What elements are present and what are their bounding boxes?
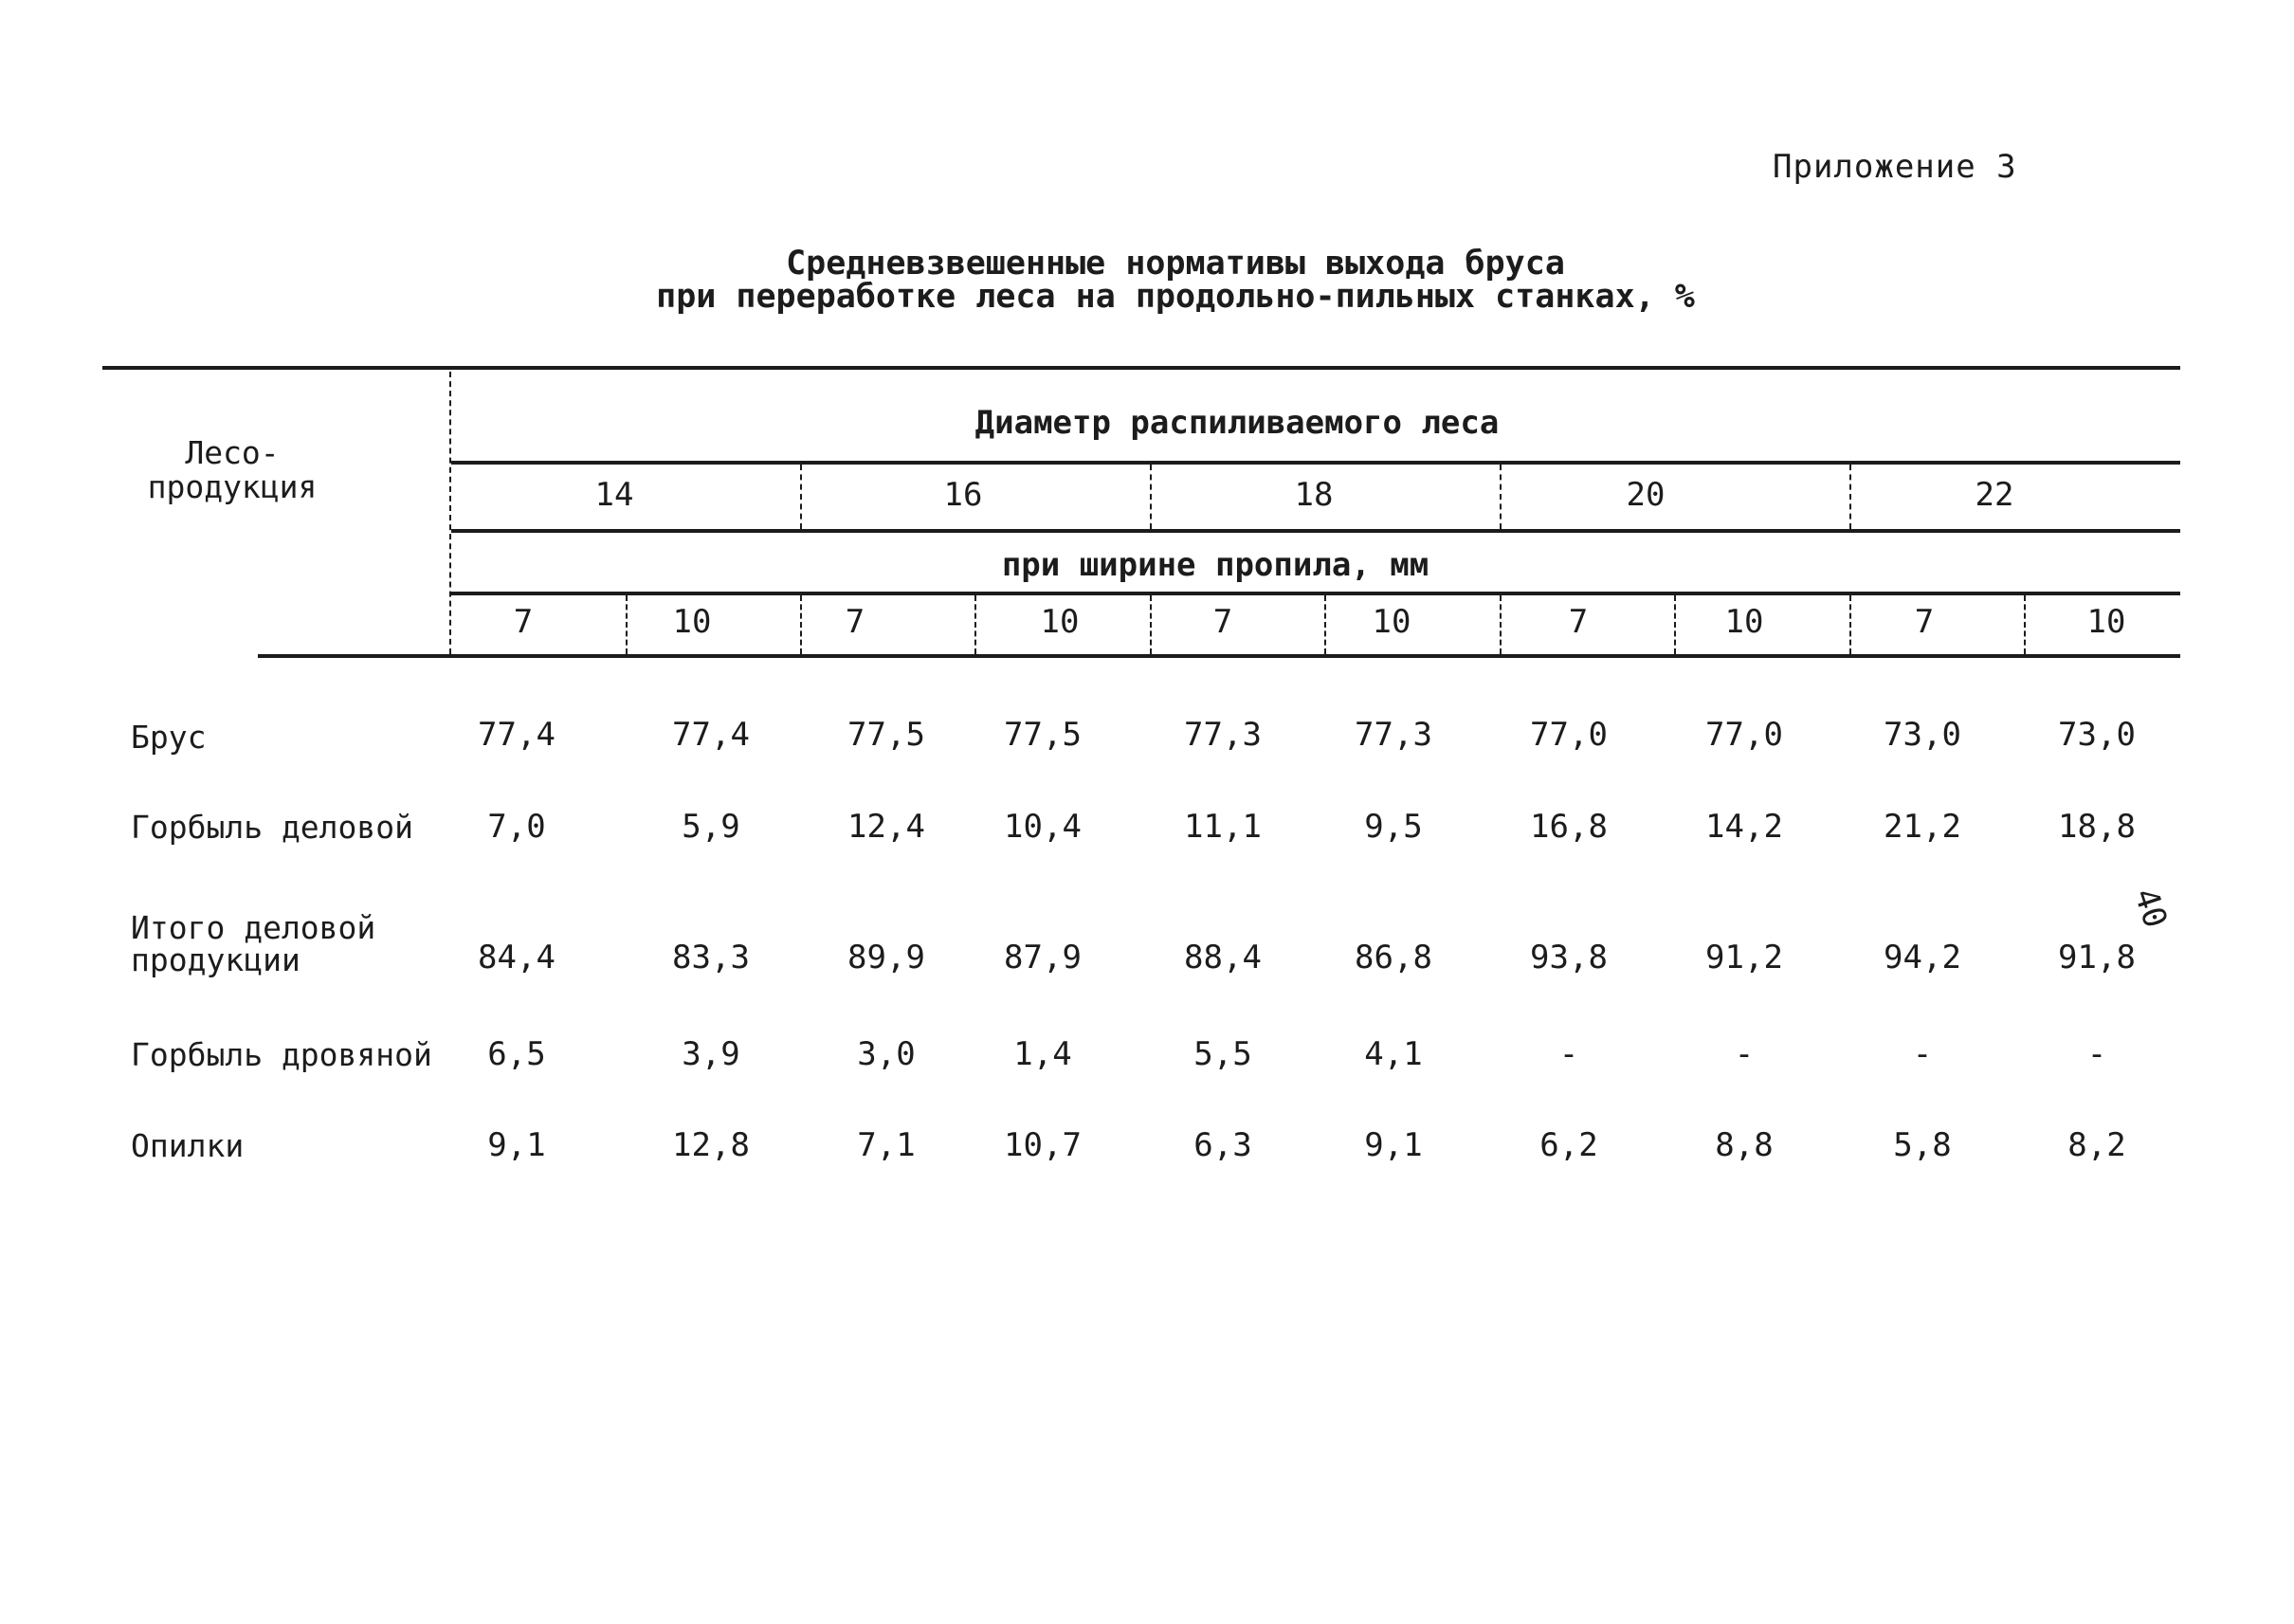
- row-label-itogo-line-1: Итого деловой: [131, 909, 376, 946]
- table-cell: 77,0: [1530, 716, 1608, 754]
- table-cell: 93,8: [1530, 939, 1608, 976]
- diameter-divider: [1849, 465, 1851, 529]
- kerf-divider: [1500, 595, 1502, 654]
- table-cell: 7,0: [487, 808, 546, 846]
- kerf-divider: [800, 595, 802, 654]
- diameter-header: Диаметр распиливаемого леса: [974, 404, 1500, 442]
- row-label-itogo-line-2: продукции: [131, 941, 300, 978]
- table-top-rule: [102, 366, 2180, 370]
- kerf-divider: [1324, 595, 1326, 654]
- table-cell: 5,5: [1193, 1035, 1252, 1073]
- appendix-label: Приложение 3: [1773, 148, 2017, 186]
- table-cell: 7,1: [857, 1126, 916, 1164]
- kerf-value: 7: [1914, 603, 1935, 641]
- kerf-value: 10: [672, 603, 712, 641]
- diameter-header-rule: [451, 461, 2180, 465]
- table-cell: 84,4: [478, 939, 555, 976]
- row-label-itogo: [131, 909, 376, 978]
- page-number: 40: [2126, 884, 2175, 933]
- kerf-divider: [1674, 595, 1676, 654]
- table-cell: 1,4: [1013, 1035, 1072, 1073]
- table-cell: 87,9: [1004, 939, 1082, 976]
- table-cell: -: [2086, 1035, 2107, 1073]
- row-label-opilki: Опилки: [131, 1127, 245, 1164]
- kerf-value: 7: [513, 603, 534, 641]
- row-label-gorbyl-drovyanoy: Горбыль дровяной: [131, 1036, 432, 1073]
- title-line-2: при переработке леса на продольно-пильных станках, %: [656, 278, 1695, 316]
- table-cell: 9,5: [1364, 808, 1423, 846]
- table-cell: 89,9: [847, 939, 925, 976]
- corner-divider: [449, 372, 451, 654]
- kerf-value: 7: [845, 603, 865, 641]
- table-cell: 77,5: [847, 716, 925, 754]
- kerf-header: при ширине пропила, мм: [1001, 546, 1429, 584]
- diameter-values-rule: [451, 529, 2180, 533]
- table-cell: 11,1: [1184, 808, 1262, 846]
- table-cell: -: [1558, 1035, 1579, 1073]
- diameter-value: 18: [1294, 476, 1334, 514]
- table-cell: 77,5: [1004, 716, 1082, 754]
- kerf-value: 10: [1372, 603, 1411, 641]
- kerf-value: 7: [1212, 603, 1233, 641]
- table-cell: 91,8: [2058, 939, 2136, 976]
- table-cell: 91,2: [1705, 939, 1783, 976]
- table-cell: 9,1: [1364, 1126, 1423, 1164]
- table-cell: -: [1734, 1035, 1755, 1073]
- table-cell: 12,8: [672, 1126, 750, 1164]
- table-cell: 3,9: [682, 1035, 740, 1073]
- kerf-divider: [974, 595, 976, 654]
- kerf-value: 10: [2086, 603, 2126, 641]
- kerf-divider: [1150, 595, 1152, 654]
- corner-header-line-1: Лесо-: [185, 434, 280, 471]
- table-cell: 77,4: [478, 716, 555, 754]
- kerf-value: 10: [1724, 603, 1764, 641]
- kerf-divider: [2024, 595, 2026, 654]
- diameter-divider: [800, 465, 802, 529]
- table-cell: 8,8: [1715, 1126, 1774, 1164]
- kerf-header-rule: [451, 592, 2180, 595]
- diameter-value: 16: [943, 476, 983, 514]
- diameter-value: 22: [1975, 476, 2014, 514]
- table-cell: 77,3: [1184, 716, 1262, 754]
- table-cell: 94,2: [1884, 939, 1961, 976]
- table-cell: 10,7: [1004, 1126, 1082, 1164]
- table-cell: 73,0: [1884, 716, 1961, 754]
- table-cell: 10,4: [1004, 808, 1082, 846]
- table-cell: 6,2: [1539, 1126, 1598, 1164]
- table-cell: 18,8: [2058, 808, 2136, 846]
- table-cell: 5,8: [1893, 1126, 1952, 1164]
- table-cell: 16,8: [1530, 808, 1608, 846]
- table-cell: 77,3: [1355, 716, 1432, 754]
- kerf-value: 7: [1568, 603, 1589, 641]
- diameter-value: 20: [1626, 476, 1666, 514]
- table-cell: 77,0: [1705, 716, 1783, 754]
- table-cell: -: [1912, 1035, 1933, 1073]
- table-cell: 14,2: [1705, 808, 1783, 846]
- table-cell: 5,9: [682, 808, 740, 846]
- title-line-1: Средневзвешенные нормативы выхода бруса: [786, 245, 1565, 283]
- corner-header-line-2: продукция: [147, 468, 318, 505]
- table-cell: 77,4: [672, 716, 750, 754]
- corner-header: [147, 436, 318, 504]
- table-cell: 12,4: [847, 808, 925, 846]
- table-cell: 86,8: [1355, 939, 1432, 976]
- diameter-value: 14: [594, 476, 634, 514]
- table-cell: 6,5: [487, 1035, 546, 1073]
- table-cell: 6,3: [1193, 1126, 1252, 1164]
- table-header-bottom-rule: [258, 654, 2180, 658]
- table-cell: 88,4: [1184, 939, 1262, 976]
- table-cell: 21,2: [1884, 808, 1961, 846]
- diameter-divider: [1150, 465, 1152, 529]
- row-label-gorbyl-delovoy: Горбыль деловой: [131, 809, 414, 846]
- table-cell: 4,1: [1364, 1035, 1423, 1073]
- table-cell: 3,0: [857, 1035, 916, 1073]
- table-cell: 8,2: [2067, 1126, 2126, 1164]
- row-label-brus: Брус: [131, 719, 207, 756]
- table-cell: 83,3: [672, 939, 750, 976]
- kerf-value: 10: [1040, 603, 1080, 641]
- kerf-divider: [1849, 595, 1851, 654]
- table-cell: 9,1: [487, 1126, 546, 1164]
- table-cell: 73,0: [2058, 716, 2136, 754]
- diameter-divider: [1500, 465, 1502, 529]
- kerf-divider: [626, 595, 628, 654]
